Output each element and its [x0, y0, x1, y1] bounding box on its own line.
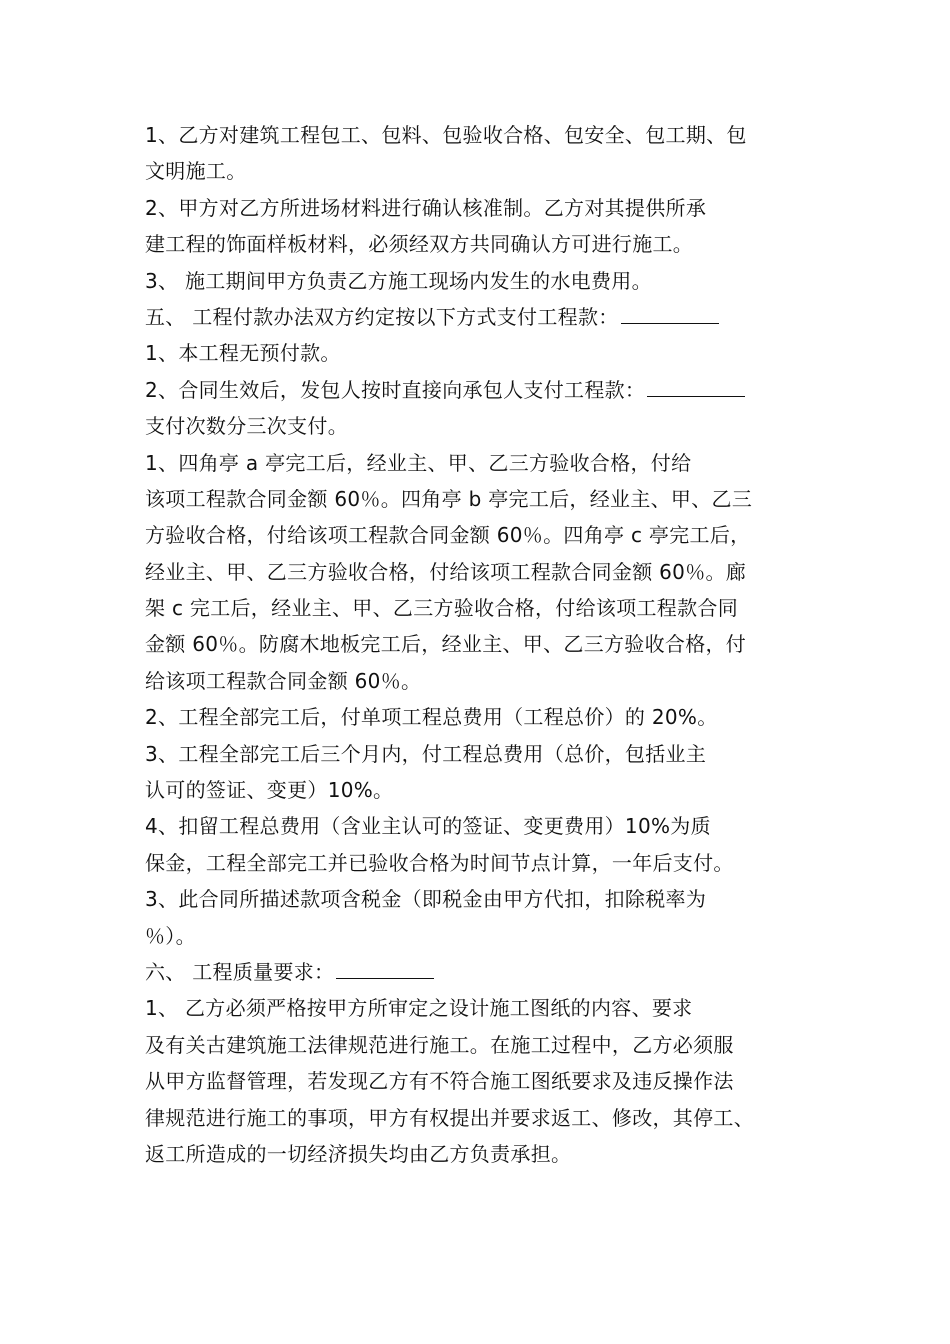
text-line: 3、工程全部完工后三个月内，付工程总费用（总价，包括业主	[145, 741, 707, 766]
payment-clause: 2、合同生效后，发包人按时直接向承包人支付工程款：	[145, 377, 646, 402]
text-line: 1、四角亭 a 亭完工后，经业主、甲、乙三方验收合格，付给	[145, 450, 692, 475]
text-line: 架 c 完工后，经业主、甲、乙三方验收合格，付给该项工程款合同	[145, 596, 739, 621]
contract-text	[145, 117, 815, 1172]
fill-in-blank	[647, 376, 745, 397]
fill-in-blank	[621, 303, 719, 324]
text-line: 经业主、甲、乙三方验收合格，付给该项工程款合同金额 60％。廊	[145, 559, 747, 584]
text-line: 保金，工程全部完工并已验收合格为时间节点计算，一年后支付。	[145, 850, 734, 875]
text-line: 支付次数分三次支付。	[145, 414, 348, 439]
text-line: 2、工程全部完工后，付单项工程总费用（工程总价）的 20%。	[145, 705, 718, 730]
text-line: 建工程的饰面样板材料，必须经双方共同确认方可进行施工。	[145, 232, 694, 257]
text-line: 返工所造成的一切经济损失均由乙方负责承担。	[145, 1141, 572, 1166]
text-line: 1、 乙方必须严格按甲方所审定之设计施工图纸的内容、要求	[145, 996, 693, 1021]
fill-in-blank	[336, 958, 434, 979]
text-line: 给该项工程款合同金额 60％。	[145, 668, 422, 693]
text-line: 从甲方监督管理，若发现乙方有不符合施工图纸要求及违反操作法	[145, 1069, 734, 1094]
text-line: 该项工程款合同金额 60％。四角亭 b 亭完工后，经业主、甲、乙三	[145, 486, 753, 511]
section-five-heading-line	[145, 299, 815, 335]
text-line: 3、 施工期间甲方负责乙方施工现场内发生的水电费用。	[145, 268, 652, 293]
text-line: ％）。	[145, 923, 196, 948]
section-six-heading: 六、 工程质量要求：	[145, 959, 335, 984]
text-line: 1、本工程无预付款。	[145, 341, 341, 366]
text-line: 1、乙方对建筑工程包工、包料、包验收合格、包安全、包工期、包	[145, 123, 747, 147]
payment-clause-line	[145, 372, 815, 408]
text-line: 认可的签证、变更）10%。	[145, 778, 394, 803]
text-line: 文明施工。	[145, 159, 247, 184]
section-six-heading-line	[145, 954, 815, 990]
text-line: 金额 60％。防腐木地板完工后，经业主、甲、乙三方验收合格，付	[145, 632, 747, 657]
text-line: 4、扣留工程总费用（含业主认可的签证、变更费用）10%为质	[145, 814, 711, 839]
text-line: 2、甲方对乙方所进场材料进行确认核准制。乙方对其提供所承	[145, 195, 707, 220]
text-line: 律规范进行施工的事项，甲方有权提出并要求返工、修改，其停工、	[145, 1105, 754, 1130]
text-line: 3、此合同所描述款项含税金（即税金由甲方代扣，扣除税率为	[145, 887, 707, 912]
text-line: 方验收合格，付给该项工程款合同金额 60％。四角亭 c 亭完工后，	[145, 523, 751, 548]
section-five-heading: 五、 工程付款办法双方约定按以下方式支付工程款：	[145, 304, 619, 329]
text-line: 及有关古建筑施工法律规范进行施工。在施工过程中，乙方必须服	[145, 1032, 734, 1057]
